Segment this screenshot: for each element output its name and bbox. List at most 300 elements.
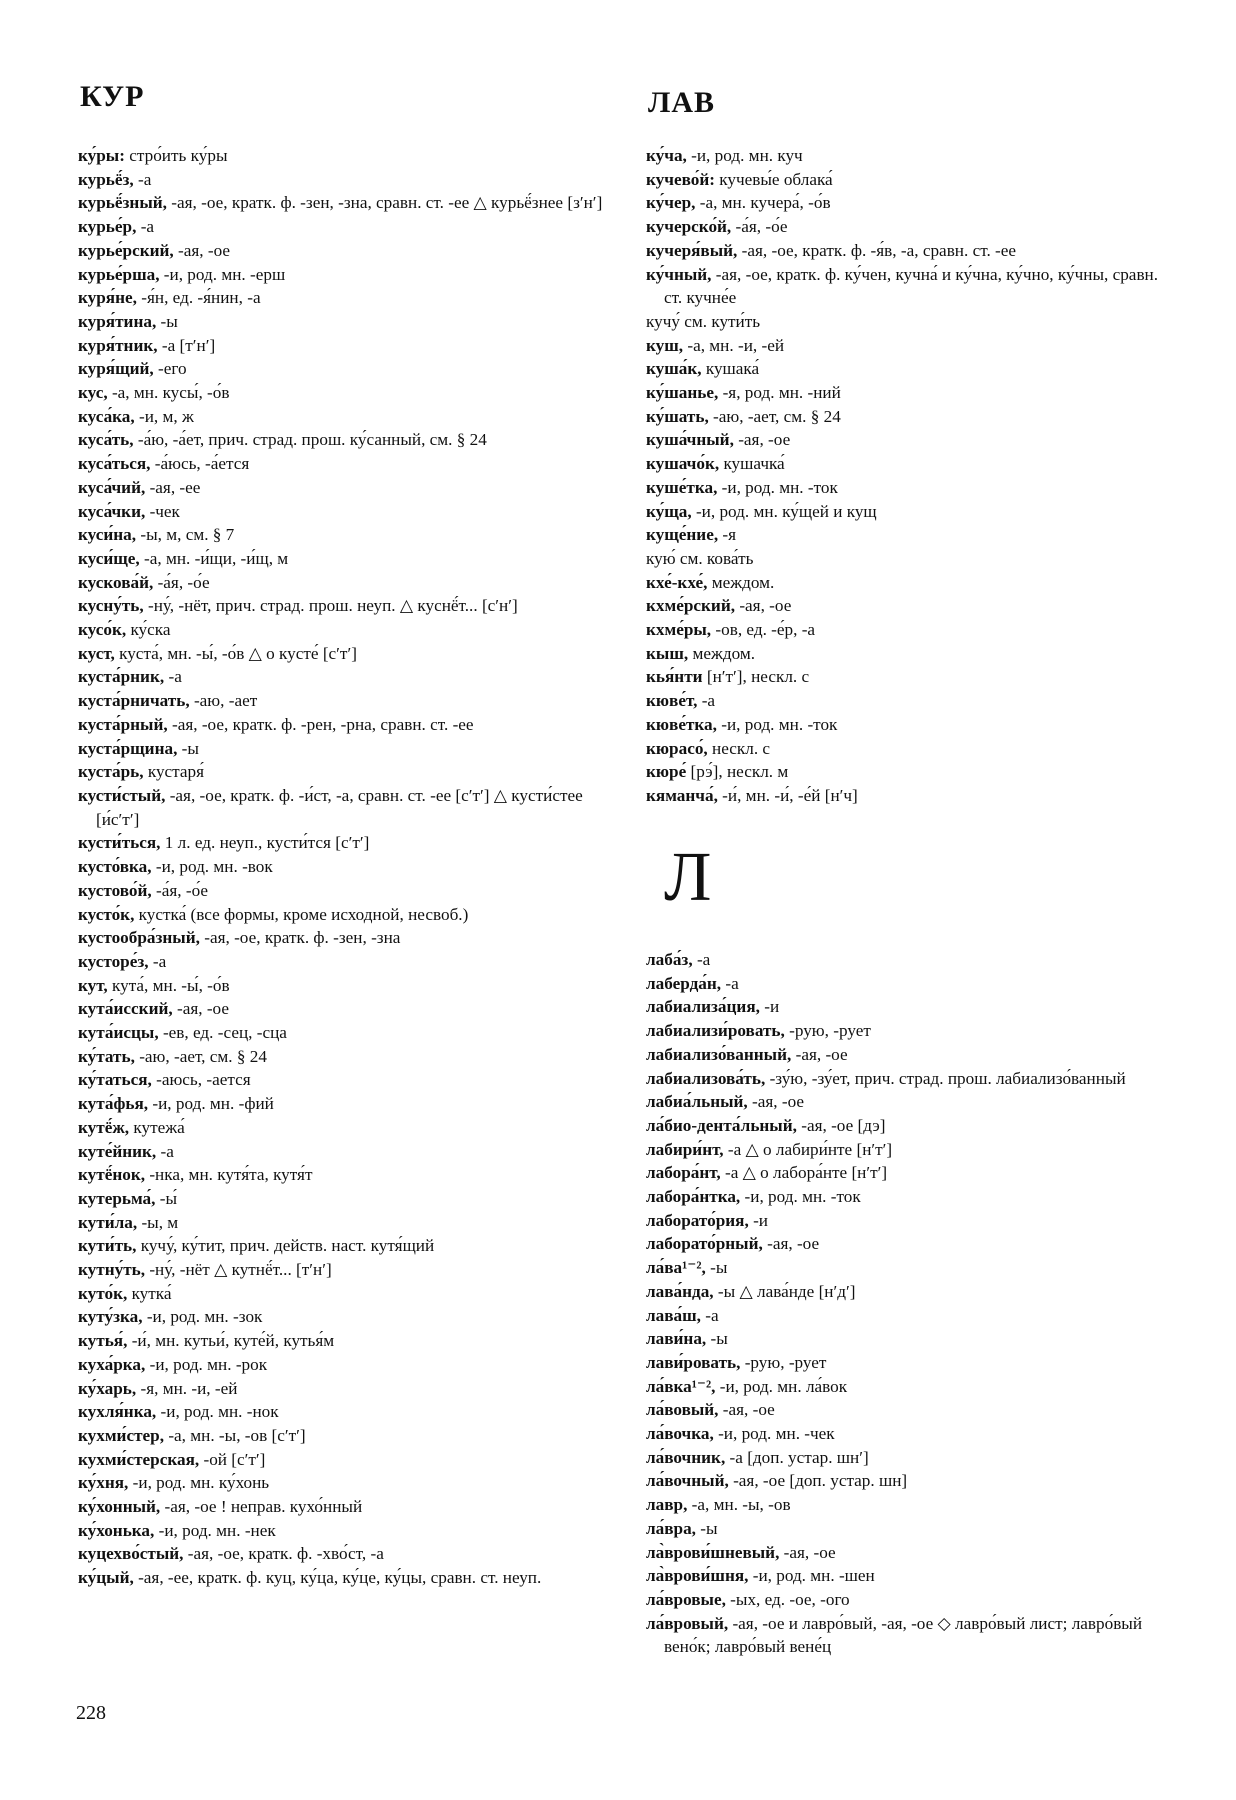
- dictionary-entry: [646, 618, 1172, 642]
- dictionary-entry: [78, 784, 608, 831]
- headword: лабири́нт,: [646, 1139, 724, 1159]
- headword: лабиализи́ровать,: [646, 1021, 785, 1041]
- headword: лава́ш,: [646, 1305, 701, 1325]
- entry-body: -ая, -ое, кратк. ф. -зен, -зна, сравн. ст. -ее △ курьё́знее [зʹнʹ]: [166, 193, 603, 213]
- entry-body: кучу́, ку́тит, прич. действ. наст. кутя́щий: [136, 1236, 435, 1256]
- entry-body: -зу́ю, -зу́ет, прич. страд. прош. лабиализо́ванный: [765, 1068, 1126, 1088]
- dictionary-entry: [646, 1612, 1172, 1659]
- headword: кускова́й,: [78, 572, 154, 592]
- entry-body: -ая, -ое, кратк. ф. -я́в, -а, сравн. ст. -ее: [737, 240, 1017, 260]
- headword: лаборато́рный,: [646, 1234, 763, 1254]
- entry-body: -и, род. мн. -фий: [148, 1094, 274, 1114]
- entry-body: -ы: [706, 1329, 728, 1349]
- dictionary-entry: [646, 1588, 1172, 1612]
- headword: ла̀врови́шня,: [646, 1566, 749, 1586]
- headword: ла́вровый,: [646, 1613, 729, 1633]
- dictionary-entry: [646, 1256, 1172, 1280]
- dictionary-entry: [646, 215, 1172, 239]
- headword: курье́рша,: [78, 264, 160, 284]
- headword: ку́хонный,: [78, 1497, 161, 1517]
- entry-body: -ая, -ое, кратк. ф. -хво́ст, -а: [183, 1544, 384, 1564]
- entry-body: -и: [748, 1210, 768, 1230]
- headword: кут,: [78, 975, 108, 995]
- dictionary-entry: [646, 1138, 1172, 1162]
- headword: курьё́з,: [78, 169, 134, 189]
- headword: кюрасо́,: [646, 738, 708, 758]
- headword: куту́зка,: [78, 1307, 143, 1327]
- dictionary-entry: [78, 1021, 608, 1045]
- headword: лабиализо́ванный,: [646, 1044, 792, 1064]
- entry-body: кутежа́: [129, 1117, 185, 1137]
- entry-body: стро́ить ку́ры: [124, 146, 228, 165]
- entry-body: -ой [сʹтʹ]: [199, 1449, 266, 1469]
- dictionary-entry: [646, 995, 1172, 1019]
- dictionary-entry: [78, 1329, 608, 1353]
- entry-body: -и, род. мн. -вок: [151, 857, 273, 877]
- headword: кусти́ться,: [78, 833, 161, 853]
- dictionary-entry: [78, 191, 608, 215]
- dictionary-entry: [78, 405, 608, 429]
- dictionary-entry: [78, 760, 608, 784]
- headword: кутья́,: [78, 1331, 128, 1351]
- headword: лабиа́льный,: [646, 1092, 748, 1112]
- headword: ла́ва¹⁻²,: [646, 1258, 706, 1278]
- dictionary-entry: [646, 1043, 1172, 1067]
- entry-body: -а́я, -о́е: [153, 572, 210, 592]
- dictionary-entry: [78, 974, 608, 998]
- entry-body: -а: [136, 217, 155, 237]
- dictionary-entry: [78, 381, 608, 405]
- dictionary-entry: [78, 428, 608, 452]
- headword: куста́рничать,: [78, 691, 190, 711]
- dictionary-entry: [78, 618, 608, 642]
- headword: куси́на,: [78, 525, 137, 545]
- entry-body: кушака́: [701, 359, 760, 379]
- dictionary-entry: [646, 1541, 1172, 1565]
- entry-body: 1 л. ед. неуп., кусти́тся [сʹтʹ]: [160, 833, 370, 853]
- headword: куста́рник,: [78, 667, 165, 687]
- entry-body: -а △ о лабора́нте [нʹтʹ]: [720, 1163, 888, 1183]
- dictionary-entry: [78, 642, 608, 666]
- entry-body: -и, род. мн. -ток: [717, 477, 838, 497]
- headword: кухля́нка,: [78, 1402, 157, 1422]
- dictionary-entry: [646, 1280, 1172, 1304]
- dictionary-entry: [646, 381, 1172, 405]
- headword: куса́ть,: [78, 430, 134, 450]
- dictionary-entry: [78, 1566, 608, 1590]
- entry-body: -а, мн. -и́щи, -и́щ, м: [139, 548, 289, 568]
- dictionary-entry: [646, 1398, 1172, 1422]
- headword: ку́хня,: [78, 1473, 129, 1493]
- headword: кустообра́зный,: [78, 928, 200, 948]
- dictionary-entry: [78, 286, 608, 310]
- headword: куря́тина,: [78, 311, 157, 331]
- headword: кья́нти: [646, 667, 703, 687]
- dictionary-entry: [78, 334, 608, 358]
- entry-body: нескл. с: [707, 738, 771, 758]
- right-column: [646, 144, 1172, 808]
- entry-body: -и, род. мн. -нок: [156, 1402, 279, 1422]
- entry-body: -ая, -ее, кратк. ф. куц, ку́ца, ку́це, ку́цы, сравн. ст. неуп.: [133, 1568, 542, 1588]
- entry-body: -ы, м: [137, 1212, 179, 1232]
- entry-body: кутка́: [127, 1283, 172, 1303]
- dictionary-entry: [78, 665, 608, 689]
- dictionary-entry: [78, 1163, 608, 1187]
- headword: кута́фья,: [78, 1094, 149, 1114]
- dictionary-entry: [646, 1327, 1172, 1351]
- headword: лабора́нт,: [646, 1163, 721, 1183]
- headword: ку́шанье,: [646, 383, 719, 403]
- running-head-right: ЛАВ: [648, 86, 716, 119]
- dictionary-entry: [78, 737, 608, 761]
- headword: лаберда́н,: [646, 973, 722, 993]
- headword: кхме́ры,: [646, 620, 712, 640]
- headword: кучеря́вый,: [646, 240, 738, 260]
- headword: ку́цый,: [78, 1568, 134, 1588]
- headword: куха́рка,: [78, 1354, 146, 1374]
- headword: ла́вочный,: [646, 1471, 729, 1491]
- dictionary-entry: [646, 239, 1172, 263]
- dictionary-entry: [646, 1067, 1172, 1091]
- left-column: [78, 144, 608, 1590]
- headword: ку́харь,: [78, 1378, 137, 1398]
- entry-body: -и, род. мн. -нек: [154, 1520, 276, 1540]
- entry-body: -ну́, -нёт, прич. страд. прош. неуп. △ куснё́т... [сʹнʹ]: [143, 596, 518, 616]
- entry-body: -а, мн. -ы, -ов [сʹтʹ]: [164, 1425, 306, 1445]
- headword: кутё́ж,: [78, 1117, 130, 1137]
- headword: кусну́ть,: [78, 596, 144, 616]
- entry-body: -ая, -ое ! неправ. кухо́нный: [160, 1497, 363, 1517]
- headword: ку́чер,: [646, 193, 696, 213]
- entry-body: -ая, -ое [доп. устар. шн]: [728, 1471, 908, 1491]
- headword: кухми́стер,: [78, 1425, 165, 1445]
- dictionary-entry: [646, 310, 1172, 334]
- entry-body: -а: [721, 973, 739, 993]
- entry-body: -нка, мн. кутя́та, кутя́т: [145, 1165, 313, 1185]
- headword: кучерско́й,: [646, 217, 732, 237]
- headword: ла̀врови́шневый,: [646, 1542, 780, 1562]
- entry-body: -и, род. мн. -ерш: [159, 264, 286, 284]
- headword: куста́рь,: [78, 762, 144, 782]
- headword: ку́тать,: [78, 1046, 135, 1066]
- dictionary-entry: [646, 523, 1172, 547]
- entry-body: -а [доп. устар. шнʹ]: [725, 1447, 869, 1467]
- entry-body: -а: [700, 1305, 719, 1325]
- headword: куще́ние,: [646, 525, 719, 545]
- headword: ку́чный,: [646, 264, 712, 284]
- dictionary-entry: [78, 1187, 608, 1211]
- entry-body: -ну́, -нёт △ кутнё́т... [тʹнʹ]: [145, 1260, 332, 1280]
- dictionary-entry: [646, 642, 1172, 666]
- dictionary-entry: [646, 1351, 1172, 1375]
- entry-body: -и, род. мн. -ток: [716, 714, 838, 734]
- entry-body: -а, мн. кучера́, -о́в: [695, 193, 831, 213]
- dictionary-entry: [78, 903, 608, 927]
- headword: ла́вочка,: [646, 1424, 714, 1444]
- dictionary-entry: [646, 1019, 1172, 1043]
- entry-body: -ая, -ое, кратк. ф. -зен, -зна: [199, 928, 401, 948]
- dictionary-entry: [78, 1424, 608, 1448]
- running-head-left: КУР: [80, 80, 145, 113]
- entry-body: -а, мн. -и, -ей: [683, 335, 785, 355]
- entry-body: -ы: [177, 738, 199, 758]
- headword: лава́нда,: [646, 1281, 714, 1301]
- headword: кыш,: [646, 643, 689, 663]
- dictionary-entry: [78, 1519, 608, 1543]
- headword: куря́щий,: [78, 359, 154, 379]
- entry-body: -и, род. мн. -зок: [142, 1307, 263, 1327]
- entry-body: -а: [133, 169, 152, 189]
- entry-body: -ая, -ое, кратк. ф. -рен, -рна, сравн. ст. -ее: [167, 714, 474, 734]
- entry-body: -его: [153, 359, 187, 379]
- headword: кучево́й:: [646, 169, 715, 189]
- headword: куста́рщина,: [78, 738, 178, 758]
- headword: кусто́вка,: [78, 857, 152, 877]
- entry-body: -я: [718, 525, 737, 545]
- entry-body: [рэ́], нескл. м: [686, 762, 789, 782]
- entry-body: -ы: [705, 1258, 728, 1278]
- dictionary-entry: [78, 689, 608, 713]
- dictionary-entry: [646, 594, 1172, 618]
- dictionary-entry: [646, 689, 1172, 713]
- dictionary-entry: [646, 1517, 1172, 1541]
- headword: лаба́з,: [646, 950, 693, 969]
- entry-body: -и, род. мн. -чек: [713, 1424, 835, 1444]
- headword: лавр,: [646, 1495, 688, 1515]
- headword: лабиализова́ть,: [646, 1068, 766, 1088]
- dictionary-entry: [78, 168, 608, 192]
- entry-body: кустаря́: [143, 762, 205, 782]
- headword: ку́ща,: [646, 501, 692, 521]
- entry-body: -ев, ед. -сец, -сца: [158, 1023, 287, 1043]
- entry-body: -и́, мн. -и́, -е́й [нʹч]: [717, 785, 858, 805]
- entry-body: -ых, ед. -ое, -ого: [725, 1589, 850, 1609]
- headword: ла́био-дента́льный,: [646, 1115, 797, 1135]
- entry-body: -и, род. мн. -рок: [145, 1354, 268, 1374]
- headword: куто́к,: [78, 1283, 128, 1303]
- dictionary-entry: [78, 357, 608, 381]
- dictionary-entry: [78, 1542, 608, 1566]
- dictionary-entry: [78, 310, 608, 334]
- headword: кюре́: [646, 762, 687, 782]
- entry-body: -ая, -ее: [145, 477, 201, 497]
- headword: кусти́стый,: [78, 785, 166, 805]
- dictionary-entry: [78, 855, 608, 879]
- entry-body: -и, род. мн. -ток: [740, 1187, 861, 1207]
- dictionary-entry: [646, 1114, 1172, 1138]
- entry-body: кучу́ см. кути́ть: [646, 311, 761, 331]
- entry-body: -и́, мн. кутьи́, куте́й, кутья́м: [127, 1331, 335, 1351]
- headword: кути́ла,: [78, 1212, 138, 1232]
- headword: ла́вровые,: [646, 1589, 726, 1609]
- dictionary-entry: [646, 428, 1172, 452]
- headword: куса́ться,: [78, 454, 151, 474]
- entry-body: -рую, -рует: [740, 1352, 827, 1372]
- headword: куте́йник,: [78, 1141, 157, 1161]
- entry-body: -я, мн. -и, -ей: [136, 1378, 238, 1398]
- entry-body: -а, мн. кусы́, -о́в: [107, 383, 230, 403]
- headword: куса́чий,: [78, 477, 146, 497]
- entry-body: -а́ю, -а́ет, прич. страд. прош. ку́санный, см. § 24: [133, 430, 487, 450]
- dictionary-entry: [78, 594, 608, 618]
- headword: ку́ры:: [78, 146, 125, 165]
- dictionary-entry: [78, 1471, 608, 1495]
- dictionary-entry: [78, 831, 608, 855]
- dictionary-entry: [646, 168, 1172, 192]
- headword: кяманча́,: [646, 785, 718, 805]
- headword: ку́хонька,: [78, 1520, 155, 1540]
- entry-body: -ая, -ое: [172, 999, 229, 1019]
- headword: кути́ть,: [78, 1236, 137, 1256]
- dictionary-entry: [646, 737, 1172, 761]
- section-letter: Л: [664, 839, 712, 916]
- entry-body: -я, род. мн. -ний: [718, 383, 841, 403]
- entry-body: -ая, -ое: [173, 240, 231, 260]
- dictionary-entry: [78, 1377, 608, 1401]
- entry-body: -ая, -ое: [718, 1400, 775, 1420]
- entry-body: -ы́: [155, 1188, 178, 1208]
- dictionary-entry: [646, 1446, 1172, 1470]
- dictionary-entry: [646, 1422, 1172, 1446]
- dictionary-entry: [78, 571, 608, 595]
- entry-body: -а: [697, 691, 716, 711]
- entry-body: -ая, -ое, кратк. ф. -и́ст, -а, сравн. ст. -ее [сʹтʹ] △ кусти́стее [и́сʹтʹ]: [96, 785, 583, 829]
- headword: кусо́к,: [78, 620, 127, 640]
- dictionary-entry: [646, 1090, 1172, 1114]
- dictionary-entry: [78, 1045, 608, 1069]
- entry-body: кую́ см. кова́ть: [646, 548, 754, 568]
- dictionary-entry: [78, 1282, 608, 1306]
- entry-body: -ы: [156, 311, 178, 331]
- headword: курье́рский,: [78, 240, 174, 260]
- dictionary-entry: [78, 1305, 608, 1329]
- dictionary-entry: [646, 948, 1172, 972]
- dictionary-entry: [78, 263, 608, 287]
- entry-body: куста́, мн. -ы́, -о́в △ о кусте́ [сʹтʹ]: [114, 643, 357, 663]
- entry-body: -ая, -ое и лавро́вый, -ая, -ое ◇ лавро́вый лист; лавро́вый вено́к; лавро́вый вене́ц: [664, 1613, 1143, 1657]
- headword: кутё́нок,: [78, 1165, 146, 1185]
- headword: кутну́ть,: [78, 1260, 146, 1280]
- entry-body: -я́н, ед. -я́нин, -а: [136, 288, 261, 308]
- dictionary-entry: [646, 1564, 1172, 1588]
- dictionary-entry: [78, 547, 608, 571]
- dictionary-entry: [78, 144, 608, 168]
- entry-body: -рую, -рует: [784, 1021, 871, 1041]
- dictionary-entry: [78, 239, 608, 263]
- entry-body: кута́, мн. -ы́, -о́в: [107, 975, 230, 995]
- entry-body: -а: [164, 667, 182, 687]
- dictionary-entry: [78, 523, 608, 547]
- entry-body: -и, род. мн. куч: [686, 146, 803, 165]
- dictionary-entry: [646, 334, 1172, 358]
- dictionary-entry: [646, 547, 1172, 571]
- headword: ла́вочник,: [646, 1447, 726, 1467]
- headword: ла́вовый,: [646, 1400, 719, 1420]
- dictionary-entry: [646, 452, 1172, 476]
- dictionary-entry: [646, 571, 1172, 595]
- entry-body: -ая, -ое, кратк. ф. ку́чен, кучна́ и ку́чна, ку́чно, ку́чны, сравн. ст. кучне́е: [664, 264, 1159, 308]
- entry-body: -и, род. мн. -шен: [748, 1566, 875, 1586]
- entry-body: -и, м, ж: [134, 406, 194, 426]
- dictionary-entry: [646, 1161, 1172, 1185]
- entry-body: -аю, -ает: [189, 691, 258, 711]
- dictionary-entry: [78, 452, 608, 476]
- dictionary-entry: [646, 1493, 1172, 1517]
- headword: куш,: [646, 335, 684, 355]
- right-column-section-l: [646, 948, 1172, 1659]
- headword: лаборато́рия,: [646, 1210, 749, 1230]
- entry-body: междом.: [707, 572, 775, 592]
- entry-body: ку́ска: [126, 620, 171, 640]
- headword: курье́р,: [78, 217, 137, 237]
- entry-body: -ая, -ое: [791, 1044, 848, 1064]
- entry-body: -ая, -ое: [779, 1542, 836, 1562]
- entry-body: -ая, -ое: [747, 1092, 805, 1112]
- dictionary-entry: [646, 405, 1172, 429]
- headword: куря́тник,: [78, 335, 158, 355]
- headword: кута́исцы,: [78, 1023, 159, 1043]
- entry-body: -ая, -ое [дэ]: [796, 1115, 886, 1135]
- dictionary-entry: [646, 144, 1172, 168]
- headword: куша́чный,: [646, 430, 734, 450]
- headword: кутерьма́,: [78, 1188, 156, 1208]
- dictionary-entry: [78, 713, 608, 737]
- headword: кхме́рский,: [646, 596, 736, 616]
- headword: куря́не,: [78, 288, 137, 308]
- dictionary-entry: [78, 950, 608, 974]
- entry-body: -ая, -ое: [762, 1234, 820, 1254]
- headword: кюве́тка,: [646, 714, 717, 734]
- entry-body: -ая, -ое: [733, 430, 791, 450]
- headword: кусто́к,: [78, 904, 135, 924]
- dictionary-entry: [646, 476, 1172, 500]
- headword: лави́на,: [646, 1329, 707, 1349]
- headword: кута́исский,: [78, 999, 173, 1019]
- dictionary-entry: [646, 1232, 1172, 1256]
- headword: кус,: [78, 383, 108, 403]
- dictionary-entry: [646, 1209, 1172, 1233]
- entry-body: -а, мн. -ы, -ов: [687, 1495, 791, 1515]
- headword: куше́тка,: [646, 477, 718, 497]
- headword: куст,: [78, 643, 115, 663]
- entry-body: -ы, м, см. § 7: [136, 525, 235, 545]
- dictionary-entry: [78, 1140, 608, 1164]
- entry-body: -а́юсь, -а́ется: [150, 454, 250, 474]
- page-number: 228: [76, 1702, 106, 1724]
- dictionary-entry: [646, 972, 1172, 996]
- headword: куса́чки,: [78, 501, 146, 521]
- entry-body: -аюсь, -ается: [151, 1070, 251, 1090]
- entry-body: -ы △ лава́нде [нʹдʹ]: [713, 1281, 856, 1301]
- dictionary-entry: [78, 215, 608, 239]
- headword: куша́к,: [646, 359, 702, 379]
- entry-body: -чек: [145, 501, 180, 521]
- headword: куси́ще,: [78, 548, 140, 568]
- dictionary-entry: [646, 784, 1172, 808]
- entry-body: кушачка́: [719, 454, 785, 474]
- headword: ла́вра,: [646, 1518, 696, 1538]
- dictionary-entry: [78, 1258, 608, 1282]
- dictionary-entry: [646, 357, 1172, 381]
- dictionary-entry: [646, 1304, 1172, 1328]
- entry-body: -и, род. мн. ку́щей и кущ: [691, 501, 877, 521]
- dictionary-entry: [646, 1185, 1172, 1209]
- entry-body: -а: [156, 1141, 174, 1161]
- dictionary-entry: [646, 760, 1172, 784]
- dictionary-entry: [78, 1116, 608, 1140]
- dictionary-entry: [646, 713, 1172, 737]
- entry-body: -ая, -ое: [735, 596, 792, 616]
